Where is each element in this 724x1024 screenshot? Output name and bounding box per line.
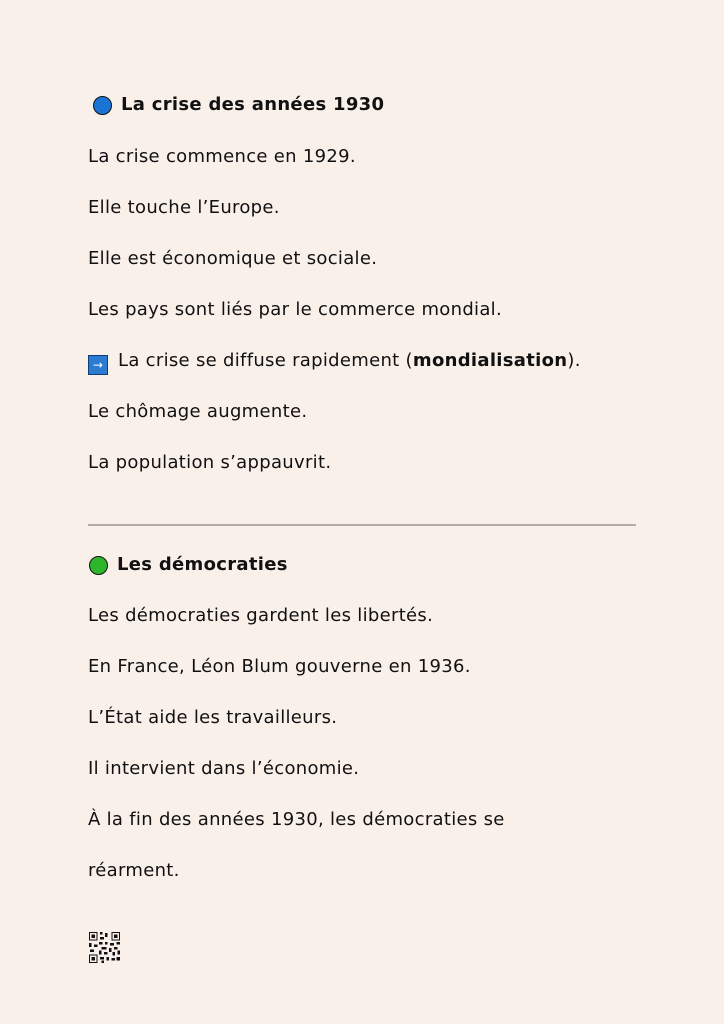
text-line: Il intervient dans l’économie. bbox=[88, 758, 360, 779]
section-heading-text: La crise des années 1930 bbox=[121, 94, 385, 115]
qr-code-icon bbox=[89, 932, 120, 963]
right-arrow-icon: → bbox=[88, 355, 108, 375]
arrow-line-end: ). bbox=[567, 350, 581, 371]
text-line: Les démocraties gardent les libertés. bbox=[88, 605, 434, 626]
blue-circle-icon bbox=[93, 96, 112, 115]
text-line: Les pays sont liés par le commerce mondial. bbox=[88, 299, 503, 320]
section-heading-democraties bbox=[89, 554, 288, 576]
text-line: Elle est économique et sociale. bbox=[88, 248, 378, 269]
text-line: Le chômage augmente. bbox=[88, 401, 308, 422]
text-line: En France, Léon Blum gouverne en 1936. bbox=[88, 656, 471, 677]
text-line: La population s’appauvrit. bbox=[88, 452, 332, 473]
text-line: La crise commence en 1929. bbox=[88, 146, 356, 167]
text-line-arrow bbox=[88, 350, 581, 375]
text-line: À la fin des années 1930, les démocraties se bbox=[88, 809, 505, 830]
section-heading-crise bbox=[93, 94, 384, 116]
text-line: réarment. bbox=[88, 860, 180, 881]
section-heading-text: Les démocraties bbox=[117, 554, 288, 575]
arrow-line-text: La crise se diffuse rapidement ( bbox=[118, 350, 413, 371]
keyword-mondialisation: mondialisation bbox=[412, 350, 568, 371]
section-divider bbox=[88, 524, 636, 526]
text-line: Elle touche l’Europe. bbox=[88, 197, 280, 218]
green-circle-icon bbox=[89, 556, 108, 575]
text-line: L’État aide les travailleurs. bbox=[88, 707, 338, 728]
